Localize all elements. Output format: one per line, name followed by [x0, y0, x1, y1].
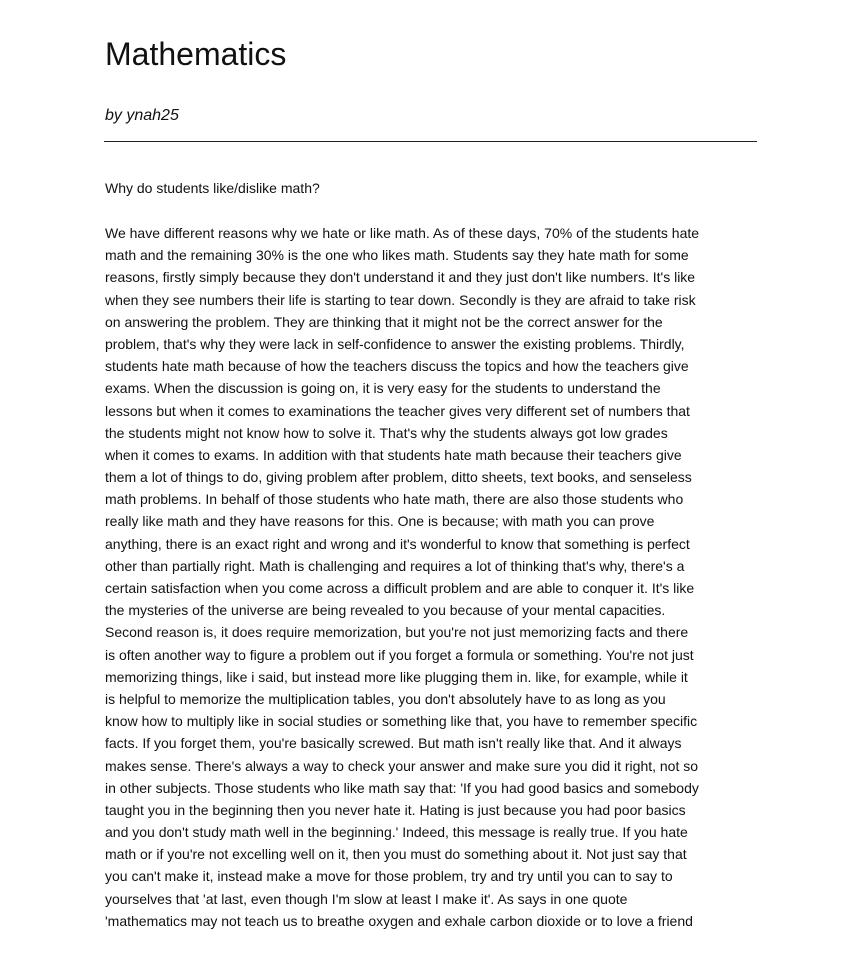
body-line: memorizing things, like i said, but instead more like plugging them in. like, for example, while it [105, 668, 688, 685]
body-line: lessons but when it comes to examinations the teacher gives very different set of numbers that [105, 402, 690, 419]
essay-question: Why do students like/dislike math? [105, 180, 320, 196]
body-line: problem, that's why they were lack in self-confidence to answer the existing problems. Thirdly, [105, 335, 685, 352]
body-line: when they see numbers their life is starting to tear down. Secondly is they are afraid to take risk [105, 291, 696, 308]
body-line: 'mathematics may not teach us to breathe oxygen and exhale carbon dioxide or to love a friend [105, 912, 693, 929]
body-line: know how to multiply like in social studies or something like that, you have to remember specific [105, 713, 698, 730]
body-line: the students might not know how to solve it. That's why the students always got low grades [105, 424, 668, 441]
title-divider [104, 141, 757, 142]
body-line: other than partially right. Math is challenging and requires a lot of thinking that's why, there's a [105, 557, 685, 574]
body-line: students hate math because of how the teachers discuss the topics and how the teachers give [105, 358, 689, 375]
body-line: yourselves that 'at last, even though I'm slow at least I make it'. As says in one quote [105, 890, 628, 907]
body-line: is often another way to figure a problem out if you forget a formula or something. You're not just [105, 646, 694, 663]
body-line: certain satisfaction when you come across a difficult problem and are able to conquer it. It's like [105, 580, 695, 596]
body-line: reasons, firstly simply because they don't understand it and they just don't like numbers. It's like [105, 269, 696, 286]
body-line: them a lot of things to do, giving problem after problem, ditto sheets, text books, and senseless [105, 469, 692, 486]
essay-body [105, 222, 765, 932]
body-line: in other subjects. Those students who like math say that: 'If you had good basics and somebody [105, 779, 699, 796]
body-line: anything, there is an exact right and wrong and it's wonderful to know that something is perfect [105, 535, 690, 552]
body-line: taught you in the beginning then you never hate it. Hating is just because you had poor basics [105, 801, 686, 818]
body-line: math and the remaining 30% is the one who likes math. Students say they hate math for some [105, 247, 689, 264]
body-line: on answering the problem. They are thinking that it might not be the correct answer for the [105, 313, 663, 330]
body-line: you can't make it, instead make a move for those problem, try and try until you can to say to [105, 868, 673, 885]
body-line: when it comes to exams. In addition with that students hate math because their teachers give [105, 446, 682, 463]
body-line: really like math and they have reasons for this. One is because; with math you can prove [105, 513, 655, 530]
author-byline: by ynah25 [105, 107, 179, 124]
body-line: math problems. In behalf of those students who hate math, there are also those students who [105, 491, 684, 508]
body-line: Second reason is, it does require memorization, but you're not just memorizing facts and there [105, 624, 689, 641]
document-title: Mathematics [105, 36, 287, 72]
body-line: and you don't study math well in the beginning.' Indeed, this message is really true. If you hate [105, 824, 688, 841]
body-line: the mysteries of the universe are being revealed to you because of your mental capacities. [105, 602, 666, 619]
body-line: is helpful to memorize the multiplication tables, you don't absolutely have to as long as you [105, 690, 666, 707]
body-line: exams. When the discussion is going on, it is very easy for the students to understand the [105, 380, 661, 397]
body-line: math or if you're not excelling well on it, then you must do something about it. Not just say that [105, 846, 687, 863]
body-line: facts. If you forget them, you're basically screwed. But math isn't really like that. And it always [105, 735, 682, 752]
body-line: makes sense. There's always a way to check your answer and make sure you did it right, not so [105, 757, 699, 774]
body-line: We have different reasons why we hate or like math. As of these days, 70% of the students hate [105, 225, 700, 241]
